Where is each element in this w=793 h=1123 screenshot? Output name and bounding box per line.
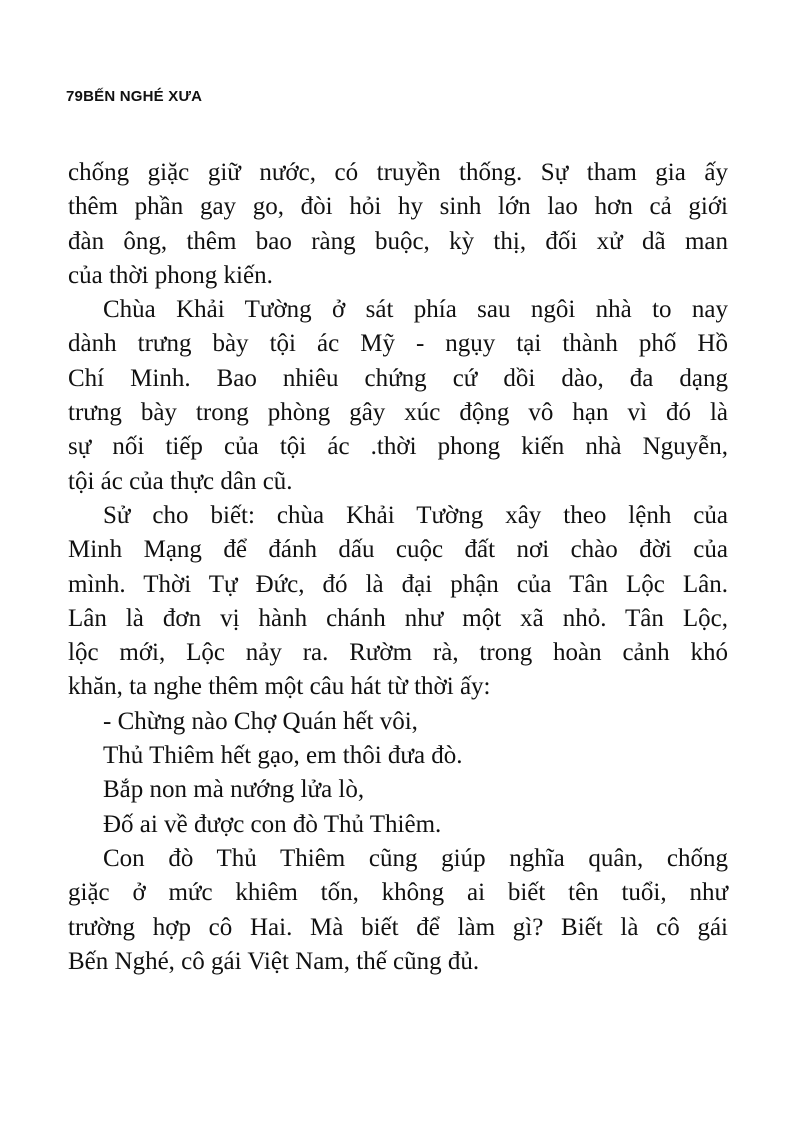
page-header — [66, 88, 202, 105]
text-line: Bến Nghé, cô gái Việt Nam, thế cũng đủ. — [68, 947, 480, 975]
verse-line: Bắp non mà nướng lửa lò, — [103, 776, 365, 804]
verse-line: Thủ Thiêm hết gạo, em thôi đưa đò. — [103, 742, 463, 770]
text-line: tội ác của thực dân cũ. — [68, 467, 293, 495]
text-line: Minh Mạng để đánh dấu cuộc đất nơi chào đời của — [68, 536, 728, 564]
text-line: Con đò Thủ Thiêm cũng giúp nghĩa quân, chống — [103, 844, 728, 872]
text-line: chống giặc giữ nước, có truyền thống. Sự tham gia ấy — [68, 159, 728, 186]
page-number: 79 — [66, 88, 84, 105]
text-line: của thời phong kiến. — [68, 261, 273, 289]
text-line: sự nối tiếp của tội ác .thời phong kiến nhà Nguyễn, — [68, 433, 728, 461]
text-line: lộc mới, Lộc nảy ra. Rườm rà, trong hoàn cảnh khó — [68, 639, 728, 667]
text-line: thêm phần gay go, đòi hỏi hy sinh lớn lao hơn cả giới — [68, 193, 728, 221]
text-line: giặc ở mức khiêm tốn, không ai biết tên tuổi, như — [68, 879, 728, 907]
text-line: trưng bày trong phòng gây xúc động vô hạn vì đó là — [68, 399, 728, 427]
text-line: Chí Minh. Bao nhiêu chứng cứ dồi dào, đa dạng — [68, 364, 728, 392]
text-line: Lân là đơn vị hành chánh như một xã nhỏ. Tân Lộc, — [68, 604, 728, 632]
running-title: BẾN NGHÉ XƯA — [83, 88, 203, 105]
text-line: đàn ông, thêm bao ràng buộc, kỳ thị, đối xử dã man — [68, 227, 728, 255]
verse-line: Đố ai về được con đò Thủ Thiêm. — [103, 810, 442, 838]
text-line: trường hợp cô Hai. Mà biết để làm gì? Biết là cô gái — [68, 913, 728, 941]
text-line: mình. Thời Tự Đức, đó là đại phận của Tân Lộc Lân. — [68, 570, 728, 598]
text-line: khăn, ta nghe thêm một câu hát từ thời ấy: — [68, 673, 491, 701]
text-line: Sử cho biết: chùa Khải Tường xây theo lệnh của — [103, 501, 728, 529]
verse-line: - Chừng nào Chợ Quán hết vôi, — [103, 707, 418, 735]
text-line: Chùa Khải Tường ở sát phía sau ngôi nhà to nay — [103, 296, 728, 324]
body-text — [68, 156, 728, 979]
text-line: dành trưng bày tội ác Mỹ - ngụy tại thành phố Hồ — [68, 330, 728, 358]
